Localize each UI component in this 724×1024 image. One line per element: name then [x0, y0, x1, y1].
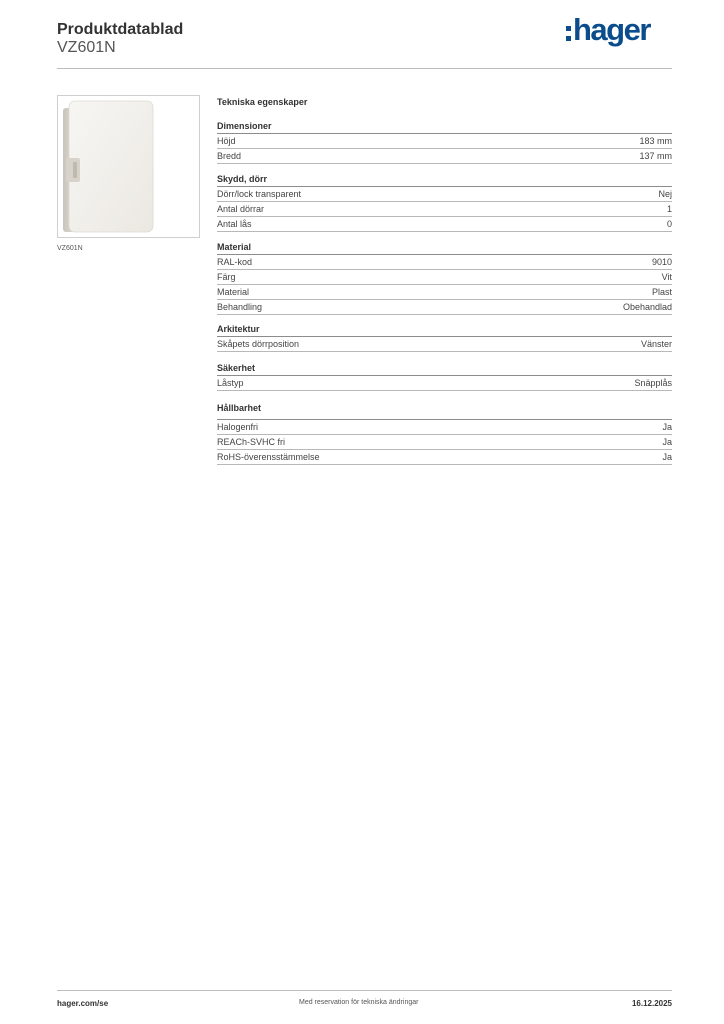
spec-row [217, 134, 672, 149]
footer-disclaimer: Med reservation för tekniska ändringar [299, 999, 419, 1006]
spec-label: Antal dörrar [217, 204, 265, 214]
product-image [57, 95, 200, 238]
enclosure-photo-icon [58, 96, 199, 237]
image-caption: VZ601N [57, 245, 83, 252]
spec-row [217, 217, 672, 232]
section-skydd-dorr [217, 173, 672, 232]
spec-row [217, 149, 672, 164]
spec-value: Obehandlad [622, 302, 672, 312]
section-title: Hållbarhet [217, 402, 672, 420]
section-material [217, 241, 672, 315]
spec-label: Halogenfri [217, 422, 259, 432]
spec-label: Bredd [217, 151, 242, 161]
section-title: Arkitektur [217, 323, 672, 337]
spec-row [217, 450, 672, 465]
section-dimensioner [217, 120, 672, 164]
spec-value: 183 mm [639, 136, 672, 146]
spec-row [217, 202, 672, 217]
spec-label: Skåpets dörrposition [217, 339, 300, 349]
spec-value: 0 [666, 219, 672, 229]
spec-value: Snäpplås [634, 378, 672, 388]
document-title: Produktdatablad [57, 21, 184, 38]
spec-row [217, 285, 672, 300]
spec-value: 9010 [651, 257, 672, 267]
spec-value: Nej [658, 189, 672, 199]
footer-divider [57, 990, 672, 991]
spec-value: Vit [661, 272, 672, 282]
spec-value: 137 mm [639, 151, 672, 161]
spec-label: REACh-SVHC fri [217, 437, 286, 447]
spec-label: Låstyp [217, 378, 244, 388]
section-arkitektur [217, 323, 672, 352]
spec-label: Färg [217, 272, 236, 282]
product-code: VZ601N [57, 39, 116, 56]
spec-row [217, 255, 672, 270]
spec-value: Plast [651, 287, 672, 297]
specs-main-title: Tekniska egenskaper [217, 97, 308, 107]
spec-label: Behandling [217, 302, 263, 312]
spec-value: Ja [662, 452, 672, 462]
spec-value: 1 [666, 204, 672, 214]
section-title: Skydd, dörr [217, 173, 672, 187]
spec-label: Material [217, 287, 250, 297]
spec-label: Antal lås [217, 219, 252, 229]
spec-row [217, 187, 672, 202]
spec-row [217, 435, 672, 450]
section-title: Dimensioner [217, 120, 672, 134]
footer-website-link[interactable]: hager.com/se [57, 999, 109, 1008]
section-title: Material [217, 241, 672, 255]
spec-label: Höjd [217, 136, 236, 146]
spec-value: Ja [662, 422, 672, 432]
spec-row [217, 300, 672, 315]
spec-row [217, 270, 672, 285]
section-hallbarhet [217, 402, 672, 465]
spec-label: Dörr/lock transparent [217, 189, 302, 199]
spec-label: RAL-kod [217, 257, 253, 267]
spec-label: RoHS-överensstämmelse [217, 452, 320, 462]
spec-row [217, 376, 672, 391]
footer-date: 16.12.2025 [631, 999, 672, 1008]
spec-value: Ja [662, 437, 672, 447]
spec-value: Vänster [640, 339, 672, 349]
section-sakerhet [217, 362, 672, 391]
logo-text: hager [573, 12, 650, 47]
spec-row [217, 337, 672, 352]
logo-dots-icon [566, 26, 571, 46]
header-divider [57, 68, 672, 69]
section-title: Säkerhet [217, 362, 672, 376]
spec-row [217, 420, 672, 435]
